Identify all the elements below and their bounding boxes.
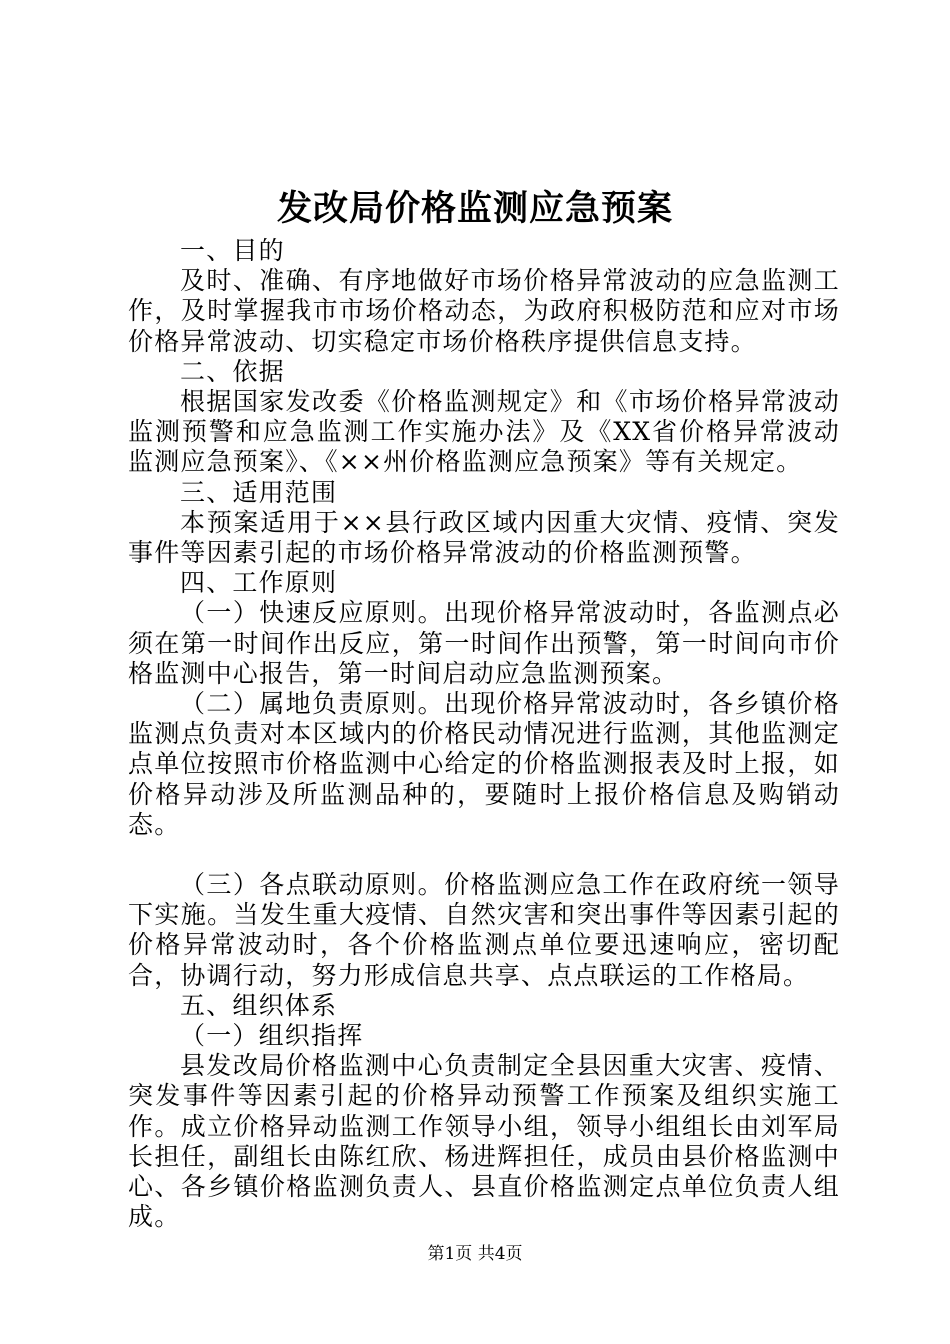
document-body (128, 236, 840, 1233)
subsection-heading-command: （一）组织指挥 (180, 1021, 364, 1051)
paragraph-gap (128, 840, 840, 870)
section-heading-principles: 四、工作原则 (180, 568, 338, 598)
section-heading-scope: 三、适用范围 (180, 477, 338, 507)
section-heading-basis: 二、依据 (180, 356, 285, 386)
paragraph-principle-local-responsibility: （二）属地负责原则。出现价格异常波动时，各乡镇价格监测点负责对本区域内的价格民动情况进行监测，其他监测定点单位按照市价格监测中心给定的价格监测报表及时上报，如价格异动涉及所监测品种的，要随时上报价格信息及购销动态。 (128, 689, 840, 839)
paragraph-principle-linkage: （三）各点联动原则。价格监测应急工作在政府统一领导下实施。当发生重大疫情、自然灾害和突出事件等因素引起的价格异常波动时，各个价格监测点单位要迅速响应，密切配合，协调行动，努力形成信息共享、点点联运的工作格局。 (128, 870, 840, 990)
paragraph-command: 县发改局价格监测中心负责制定全县因重大灾害、疫情、突发事件等因素引起的价格异动预警工作预案及组织实施工作。成立价格异动监测工作领导小组，领导小组组长由刘军局长担任，副组长由陈红欣、杨进辉担任，成员由县价格监测中心、各乡镇价格监测负责人、县直价格监测定点单位负责人组成。 (128, 1051, 840, 1232)
document-title: 发改局价格监测应急预案 (276, 188, 673, 229)
section-heading-purpose: 一、目的 (180, 236, 285, 265)
paragraph-purpose: 及时、准确、有序地做好市场价格异常波动的应急监测工作，及时掌握我市市场价格动态，为政府积极防范和应对市场价格异常波动、切实稳定市场价格秩序提供信息支持。 (128, 266, 840, 356)
paragraph-basis: 根据国家发改委《价格监测规定》和《市场价格异常波动监测预警和应急监测工作实施办法》及《XX省价格异常波动监测应急预案》、《××州价格监测应急预案》等有关规定。 (128, 387, 840, 477)
page-footer: 第1页 共4页 (427, 1244, 523, 1264)
paragraph-scope: 本预案适用于××县行政区域内因重大灾情、疫情、突发事件等因素引起的市场价格异常波动的价格监测预警。 (128, 507, 840, 568)
paragraph-principle-fast-response: （一）快速反应原则。出现价格异常波动时，各监测点必须在第一时间作出反应，第一时间作出预警，第一时间向市价格监测中心报告，第一时间启动应急监测预案。 (128, 598, 840, 688)
section-heading-organization: 五、组织体系 (180, 990, 338, 1020)
